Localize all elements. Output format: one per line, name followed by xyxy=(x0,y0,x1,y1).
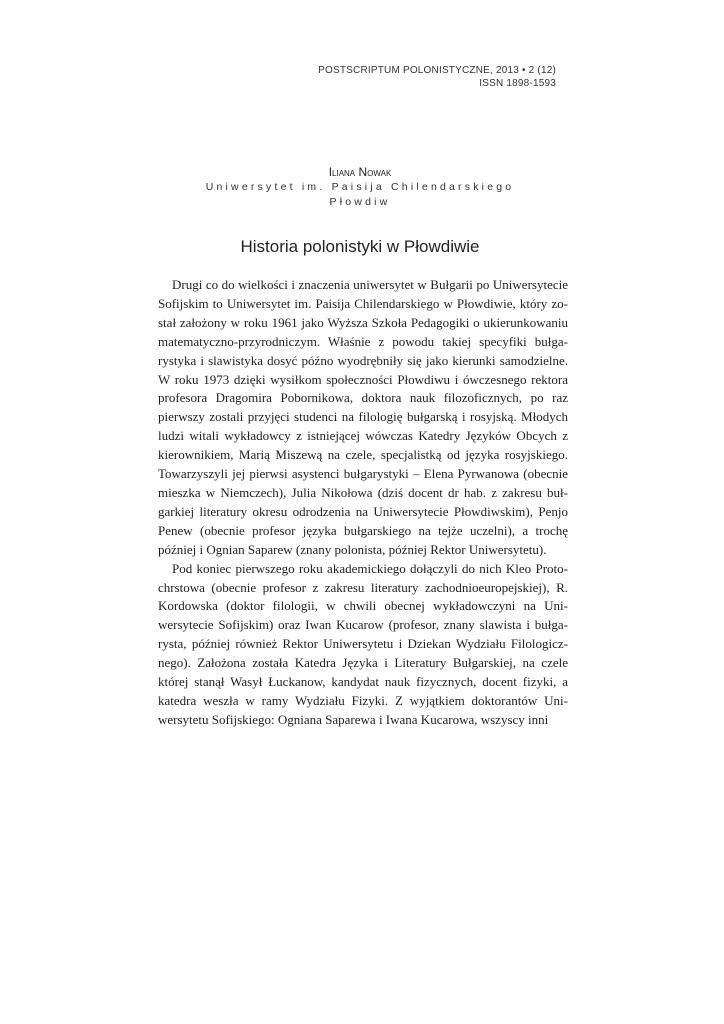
author-city: Płowdiw xyxy=(329,196,391,208)
journal-citation: POSTSCRIPTUM POLONISTYCZNE, 2013 • 2 (12) xyxy=(318,65,556,76)
author-block xyxy=(160,164,560,210)
author-affiliation: Uniwersytet im. Paisija Chilendarskiego xyxy=(205,181,515,193)
article-body xyxy=(158,276,568,730)
journal-header xyxy=(318,64,556,90)
paper-title: Historia polonistyki w Płowdiwie xyxy=(240,237,480,256)
journal-issn: ISSN 1898-1593 xyxy=(479,78,556,89)
paragraph: Pod koniec pierwszego roku akademickiego dołączyli do nich Kleo Protochrstowa (obecnie profesor z zakresu literatury zachodnioeuropejskiej), R. Kordowska (doktor filologii, w chwili obecnej wykładowczyni na Uniwersytecie Sofijskim) oraz Iwan Kucarow (profesor, znany slawista i bułgarysta, później również Rektor Uniwersytetu i Dziekan Wydziału Filologicznego). Założona została Katedra Języka i Literatury Bułgarskiej, na czele której stanął Wasył Łuckanow, kandydat nauk fizycznych, docent fizyki, a katedra weszła w ramy Wydziału Fizyki. Z wyjątkiem doktorantów Uniwersytetu Sofijskiego: Ogniana Saparewa i Iwana Kucarowa, wszyscy inni xyxy=(158,560,568,727)
author-name: Iliana Nowak xyxy=(328,165,392,179)
paragraph: Drugi co do wielkości i znaczenia uniwersytet w Bułgarii po Uniwersytecie Sofijskim to Uniwersytet im. Paisija Chilendarskiego w Płowdiwie, który został założony w roku 1961 jako Wyższa Szkoła Pedagogiki o ukierunkowaniu matematyczno-przyrodniczym. Właśnie z powodu takiej specyfiki bułgarystyka i slawistyka dosyć późno wyodrębniły się jako kierunki samodzielne. W roku 1973 dzięki wysiłkom społeczności Płowdiwu i ówczesnego rektora profesora Dragomira Pobornikowa, doktora nauk filozoficznych, po raz pierwszy zostali przyjęci studenci na filologię bułgarską i rosyjską. Młodych ludzi witali wykładowcy z istniejącej wówczas Katedry Języków Obcych z kierownikiem, Marią Miszewą na czele, specjalistką od języka rosyjskiego. Towarzyszyli jej pierwsi asystenci bułgarystyki – Elena Pyrwanowa (obecnie mieszka w Niemczech), Julia Nikołowa (dziś docent dr hab. z zakresu bułgarkiej literatury okresu odrodzenia na Uniwersytecie Płowdiwskim), Penjo Penew (obecnie profesor języka bułgarskiego na tejże uczelni), a trochę później i Ognian Saparew (znany polonista, później Rektor Uniwersytetu). xyxy=(158,277,568,557)
